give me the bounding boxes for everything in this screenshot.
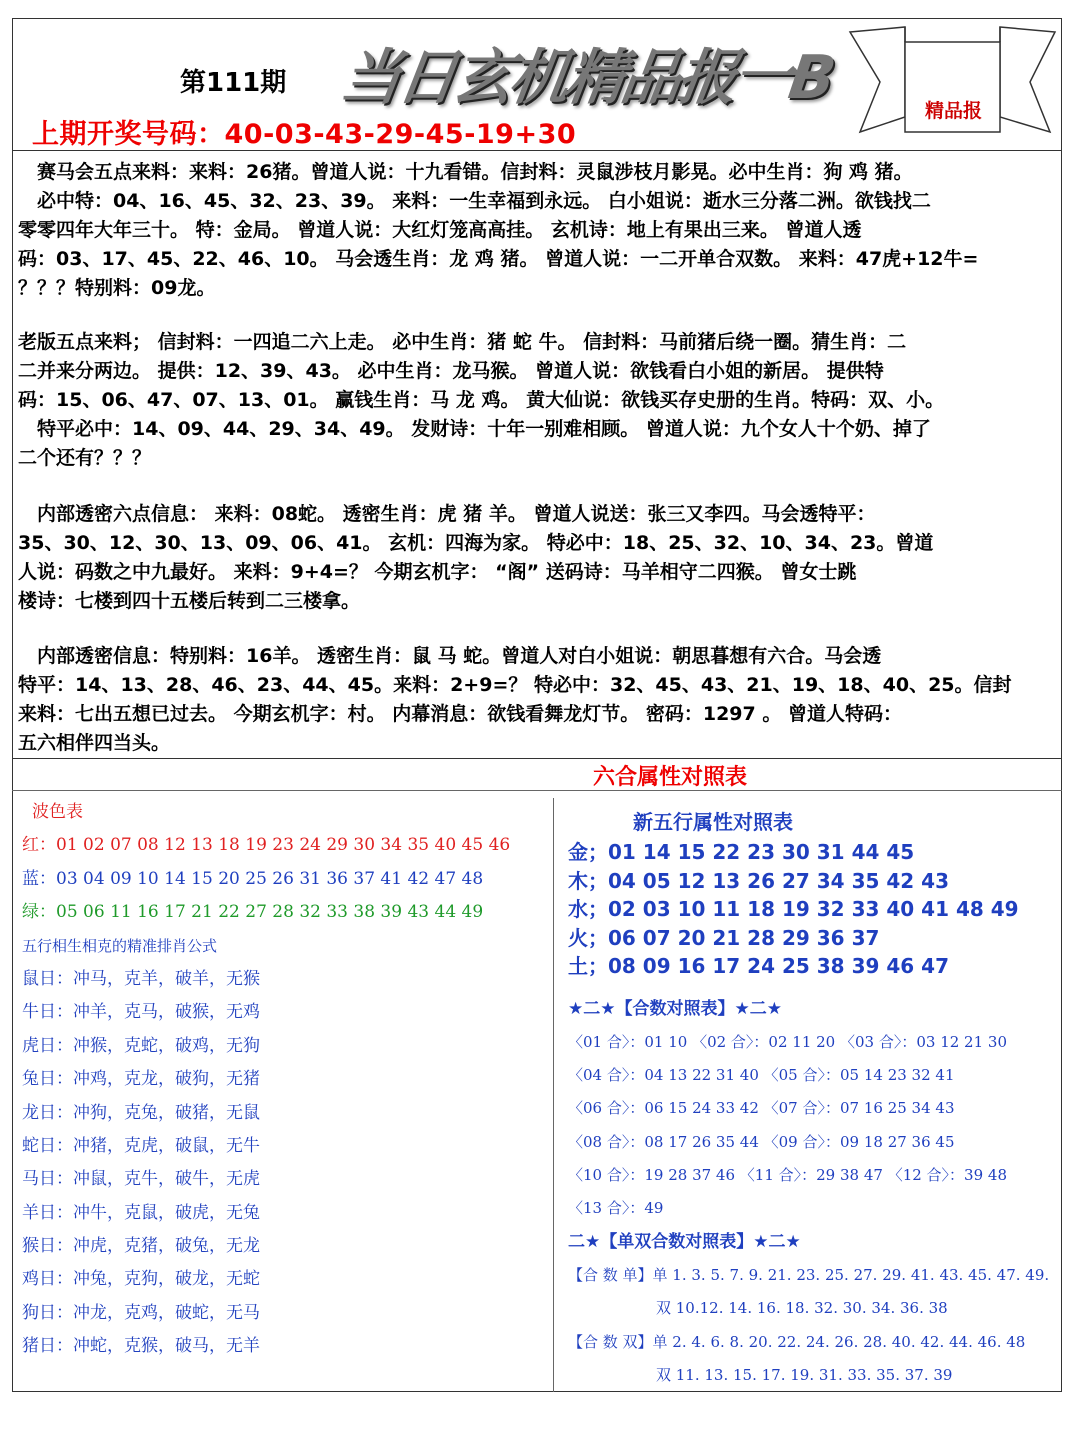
zodiac-row: 猴日：冲虎，克猪，破兔，无龙 [22,1236,260,1257]
odd-even-table-title: 二★【单双合数对照表】★二★ [568,1231,801,1252]
text-line: 来料：七出五想已过去。 今期玄机字：村。 内幕消息：欲钱看舞龙灯节。 密码：1297 。 曾道人特码： [18,703,902,725]
zodiac-row: 马日：冲鼠，克牛，破牛，无虎 [22,1169,260,1190]
wave-red: 红：01 02 07 08 12 13 18 19 23 24 29 30 34 35 40 45 46 [22,835,511,856]
section-divider [12,758,1062,759]
formula-title: 五行相生相克的精准排肖公式 [22,936,218,955]
text-line: 内部透密信息：特别料：16羊。 透密生肖：鼠 马 蛇。曾道人对白小姐说：朝思暮想有六合。马会透 [18,645,882,667]
text-line: 必中特：04、16、45、32、23、39。 来料：一生幸福到永远。 白小姐说：逝水三分落二洲。欲钱找二 [18,190,931,212]
text-line: ？？？特别料：09龙。 [18,277,216,299]
five-element-row: 金；01 14 15 22 23 30 31 44 45 [568,840,915,864]
text-line: 码：15、06、47、07、13、01。 赢钱生肖：马 龙 鸡。 黄大仙说：欲钱买存史册的生肖。特码：双、小。 [18,389,945,411]
odd-even-row: 双 11. 13. 15. 17. 19. 31. 33. 35. 37. 39 [656,1366,953,1385]
he-row: 〈01 合〉：01 10 〈02 合〉：02 11 20 〈03 合〉：03 12 21 30 [568,1032,1007,1051]
he-row: 〈06 合〉：06 15 24 33 42 〈07 合〉：07 16 25 34 43 [568,1099,955,1118]
text-line: 特平：14、13、28、46、23、44、45。来料：2+9=？ 特必中：32、45、43、21、19、18、40、25。信封 [18,674,1012,696]
text-line: 特平必中：14、09、44、29、34、49。 发财诗：十年一别难相顾。 曾道人说：九个女人十个奶、掉了 [18,418,931,440]
badge-label: 精品报 [925,100,983,122]
text-line: 二并来分两边。 提供：12、39、43。 必中生肖：龙马猴。 曾道人说：欲钱看白小姐的新居。 提供特 [18,360,884,382]
zodiac-row: 兔日：冲鸡，克龙，破狗，无猪 [22,1069,260,1090]
he-row: 〈08 合〉：08 17 26 35 44 〈09 合〉：09 18 27 36 45 [568,1132,955,1151]
paragraph-2 [18,328,1062,473]
zodiac-row: 蛇日：冲猪，克虎，破鼠，无牛 [22,1135,260,1156]
he-row: 〈10 合〉：19 28 37 46 〈11 合〉：29 38 47 〈12 合〉：39 48 [568,1166,1007,1185]
zodiac-row: 猪日：冲蛇，克猴，破马，无羊 [22,1336,260,1357]
odd-even-row: 【合 数 单】单 1. 3. 5. 7. 9. 21. 23. 25. 27. 29. 41. 43. 45. 47. 49. [568,1265,1050,1284]
left-column [22,796,542,1364]
table-title: 六合属性对照表 [592,765,747,790]
right-column [568,806,1058,1392]
he-row: 〈04 合〉：04 13 22 31 40 〈05 合〉：05 14 23 32 41 [568,1065,955,1084]
column-divider [553,798,554,1392]
text-line: 人说：码数之中九最好。 来料：9+4=？ 今期玄机字： “阁” 送码诗：马羊相守二四猴。 曾女士跳 [18,561,857,583]
text-line: 老版五点来料； 信封料：一四追二六上走。 必中生肖：猪 蛇 牛。 信封料：马前猪后绕一圈。猜生肖：二 [18,331,907,353]
text-line: 零零四年大年三十。 特：金局。 曾道人说：大红灯笼高高挂。 玄机诗：地上有果出三来。 曾道人透 [18,219,862,241]
five-element-row: 木；04 05 12 13 26 27 34 35 42 43 [568,868,949,893]
five-elements-title: 新五行属性对照表 [633,810,793,834]
ribbon-badge-icon [845,22,1060,142]
he-row: 〈13 合〉：49 [568,1199,664,1218]
odd-even-row: 【合 数 双】单 2. 4. 6. 8. 20. 22. 24. 26. 28. 40. 42. 44. 46. 48 [568,1332,1026,1351]
text-line: 码：03、17、45、22、46、10。 马会透生肖：龙 鸡 猪。 曾道人说：一二开单合双数。 来料：47虎+12牛= [18,248,979,270]
text-line: 五六相伴四当头。 [18,732,171,754]
zodiac-row: 狗日：冲龙，克鸡，破蛇，无马 [22,1302,260,1323]
text-line: 35、30、12、30、13、09、06、41。 玄机：四海为家。 特必中：18、25、32、10、34、23。曾道 [18,532,934,554]
paragraph-3 [18,500,1062,616]
masthead-title: 当日玄机精品报一B [336,43,836,113]
wave-title: 波色表 [32,802,83,822]
zodiac-row: 虎日：冲猴，克蛇，破鸡，无狗 [22,1035,260,1056]
text-line: 楼诗：七楼到四十五楼后转到二三楼拿。 [18,590,361,612]
text-line: 赛马会五点来料：来料：26猪。曾道人说：十九看错。信封料：灵鼠涉枝月影晃。必中生肖：狗 鸡 猪。 [18,161,913,183]
zodiac-row: 龙日：冲狗，克兔，破猪，无鼠 [22,1102,260,1123]
text-line: 内部透密六点信息： 来料：08蛇。 透密生肖：虎 猪 羊。 曾道人说送：张三又李四。马会透特平： [18,503,876,525]
wave-green: 绿：05 06 11 16 17 21 22 27 28 32 33 38 39 43 44 49 [22,902,484,923]
odd-even-row: 双 10.12. 14. 16. 18. 32. 30. 34. 36. 38 [656,1299,948,1318]
zodiac-row: 鸡日：冲兔，克狗，破龙，无蛇 [22,1269,260,1290]
last-draw-numbers: 上期开奖号码：40-03-43-29-45-19+30 [32,119,577,150]
table-divider [12,790,1062,791]
he-table-title: ★二★【合数对照表】★二★ [568,998,782,1019]
five-element-row: 土；08 09 16 17 24 25 38 39 46 47 [568,954,949,978]
paragraph-4 [18,642,1062,758]
text-line: 二个还有？？？ [18,447,152,469]
issue-number: 第111期 [180,68,287,98]
zodiac-row: 鼠日：冲马，克羊，破羊，无猴 [22,968,260,989]
five-element-row: 水；02 03 10 11 18 19 32 33 40 41 48 49 [568,897,1019,921]
wave-blue: 蓝：03 04 09 10 14 15 20 25 26 31 36 37 41 42 47 48 [22,868,484,889]
zodiac-row: 羊日：冲牛，克鼠，破虎，无兔 [22,1202,260,1223]
zodiac-row: 牛日：冲羊，克马，破猴，无鸡 [22,1002,260,1023]
five-element-row: 火；06 07 20 21 28 29 36 37 [568,925,880,950]
paragraph-1 [18,158,1062,303]
